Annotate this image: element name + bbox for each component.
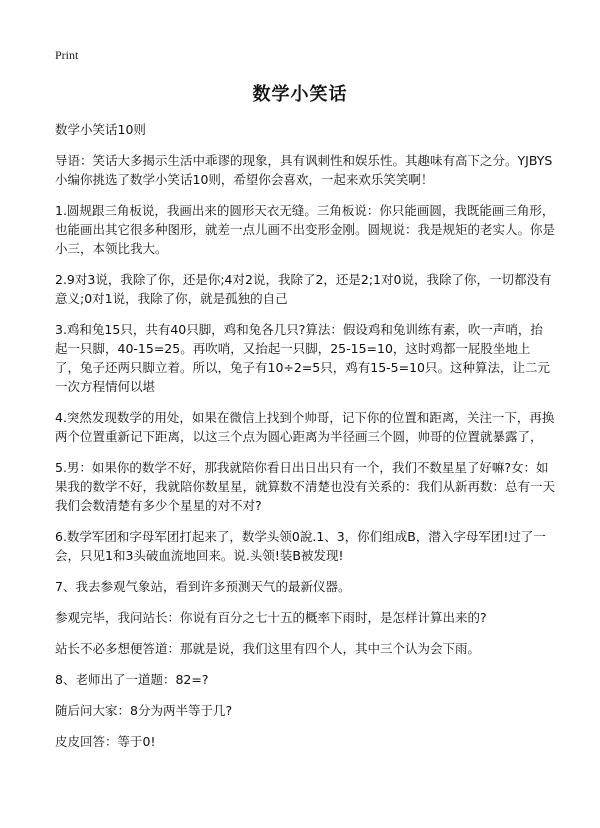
joke-paragraph: 1.圆规跟三角板说，我画出来的圆形天衣无缝。三角板说：你只能画圆，我既能画三角形，也能画出其它很多种图形，就差一点儿画不出变形金刚。圆规说：我是规矩的老实人。你是小三，本领比我大。	[55, 203, 556, 256]
joke-paragraph: 6.数学军团和字母军团打起来了，数学头领0說.1、3，你们组成B，潜入字母军团!过了一会，只见1和3头破血流地回来。说.头领!装B被发现!	[55, 529, 546, 563]
article-subtitle: 数学小笑话10则	[55, 122, 146, 137]
print-label[interactable]: Print	[55, 48, 79, 62]
joke-paragraph: 随后问大家：8分为两半等于几?	[55, 703, 233, 718]
joke-paragraph: 5.男：如果你的数学不好，那我就陪你看日出日出只有一个，我们不数星星了好嘛?女：如果我的数学不好，我就陪你数星星，就算数不清楚也没有关系的：我们从新再数：总有一天我们会数清楚有多少个星星的对不对?	[55, 460, 556, 513]
intro-paragraph: 导语：笑话大多揭示生活中乖谬的现象，具有讽刺性和娱乐性。其趣味有高下之分。YJBYS小编你挑选了数学小笑话10则，希望你会喜欢，一起来欢乐笑笑啊！	[55, 153, 553, 187]
joke-paragraph: 8、老师出了一道题：82=?	[55, 672, 209, 687]
joke-paragraph: 皮皮回答：等于0!	[55, 734, 156, 749]
article-body	[55, 120, 555, 763]
joke-paragraph: 参观完毕，我问站长：你说有百分之七十五的概率下雨时，是怎样计算出来的?	[55, 610, 487, 625]
joke-paragraph: 站长不必多想便答道：那就是说，我们这里有四个人，其中三个认为会下雨。	[55, 641, 481, 656]
joke-paragraph: 4.突然发现数学的用处，如果在微信上找到个帅哥，记下你的位置和距离，关注一下，再换两个位置重新记下距离，以这三个点为圆心距离为半径画三个圆，帅哥的位置就暴露了，	[55, 410, 555, 444]
page-title: 数学小笑话	[252, 84, 348, 105]
joke-paragraph: 2.9对3说，我除了你，还是你;4对2说，我除了2，还是2;1对0说，我除了你，一切都没有意义;0对1说，我除了你，就是孤独的自己	[55, 272, 552, 306]
joke-paragraph: 3.鸡和兔15只，共有40只脚，鸡和兔各几只?算法：假设鸡和兔训练有素，吹一声哨，抬起一只脚，40-15=25。再吹哨，又抬起一只脚，25-15=10，这时鸡都一屁股坐地上了，兔子还两只脚立着。所以，兔子有10÷2=5只，鸡有15-5=10只。这种算法，让二元一次方程情何以堪	[55, 322, 551, 394]
joke-paragraph: 7、我去参观气象站，看到许多预测天气的最新仪器。	[55, 579, 351, 594]
